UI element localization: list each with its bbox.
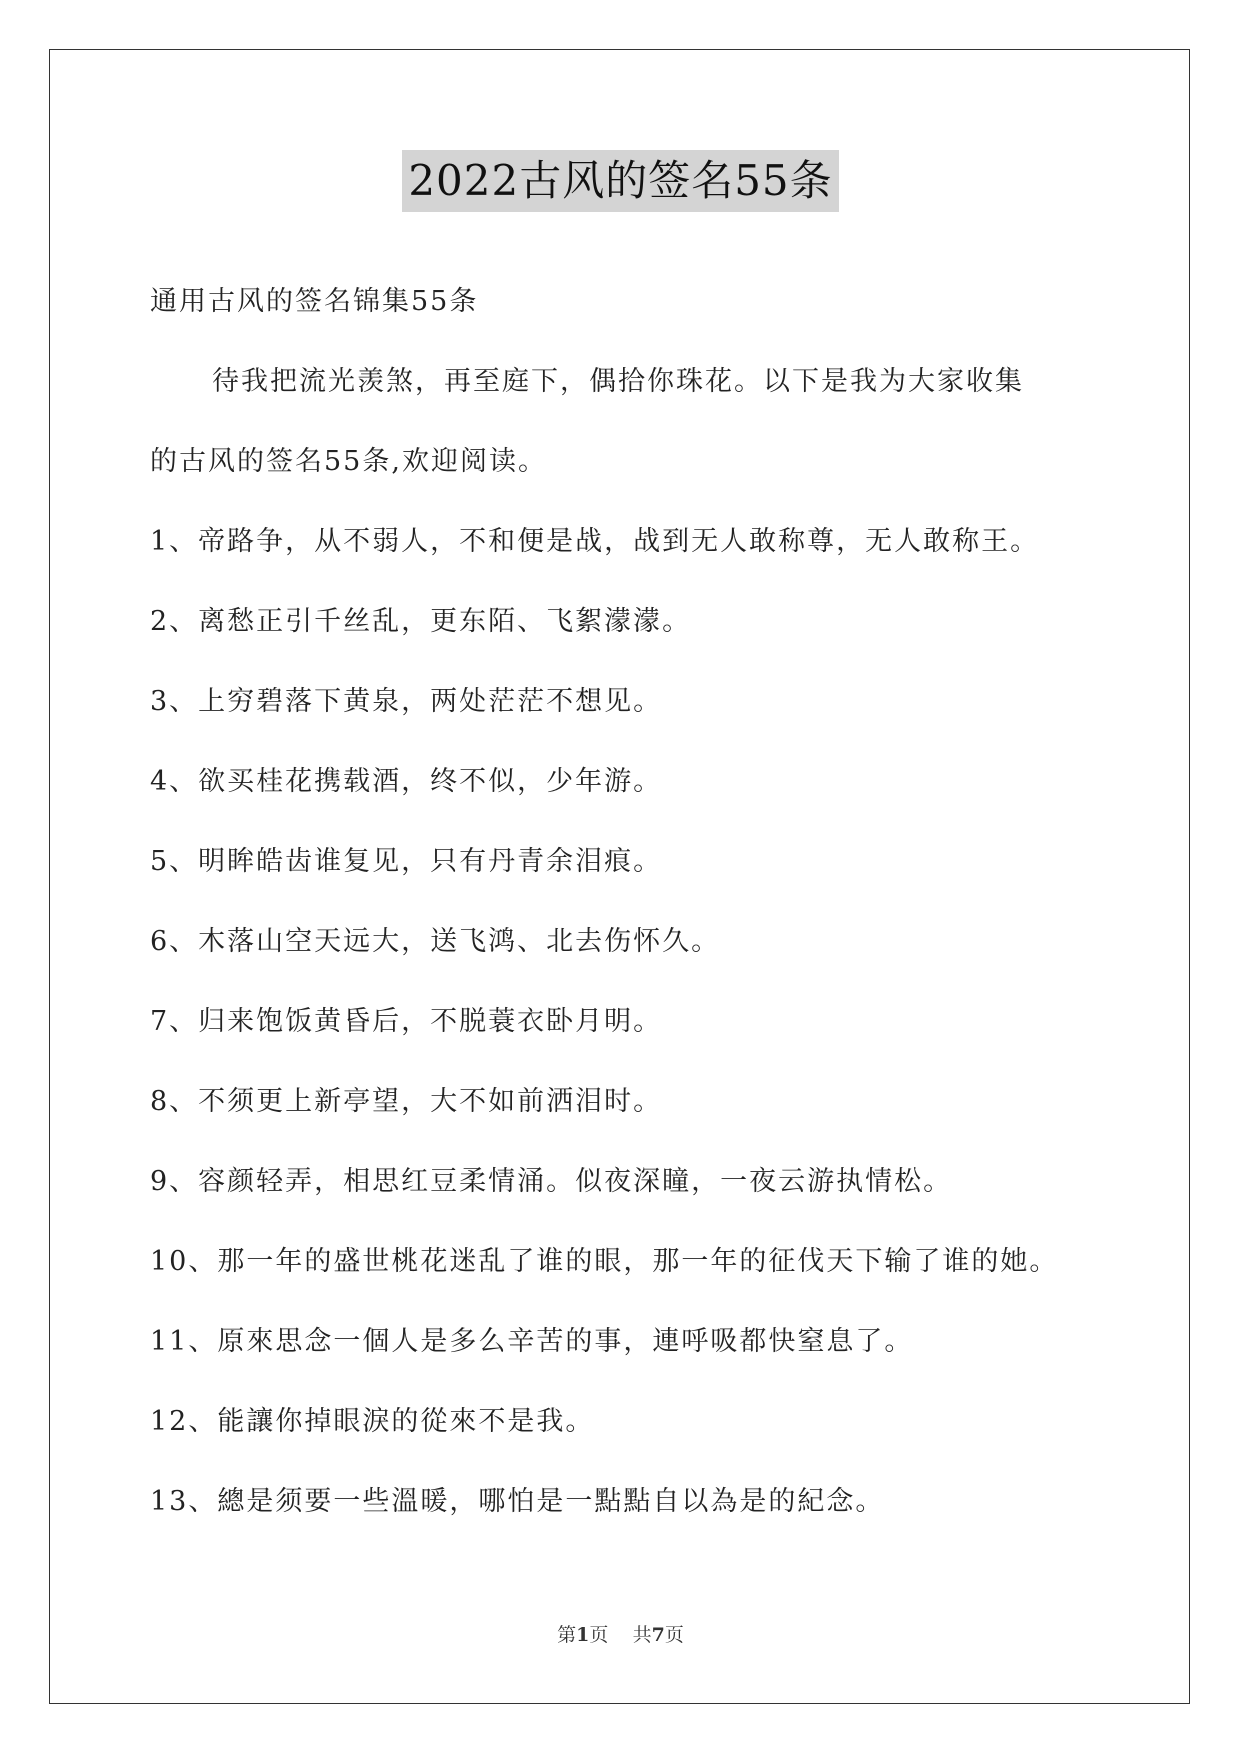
total-prefix: 共 xyxy=(632,1624,652,1646)
signature-list xyxy=(150,502,1110,1542)
list-item: 12、能讓你掉眼淚的從來不是我。 xyxy=(150,1406,595,1437)
document-body xyxy=(150,262,1110,1542)
intro-line-1: 待我把流光羡煞，再至庭下，偶拾你珠花。以下是我为大家收集 xyxy=(212,366,1024,397)
list-item: 2、离愁正引千丝乱，更东陌、飞絮濛濛。 xyxy=(150,606,692,637)
list-item: 3、上穷碧落下黄泉，两处茫茫不想见。 xyxy=(150,686,663,717)
page-total: 7 xyxy=(651,1624,665,1646)
list-item: 7、归来饱饭黄昏后，不脱蓑衣卧月明。 xyxy=(150,1006,663,1037)
total-suffix: 页 xyxy=(664,1624,684,1646)
list-item: 1、帝路争，从不弱人，不和便是战，战到无人敢称尊，无人敢称王。 xyxy=(150,526,1040,557)
list-item: 4、欲买桂花携载酒，终不似，少年游。 xyxy=(150,766,663,797)
page-footer xyxy=(0,1620,1241,1647)
list-item: 9、容颜轻弄，相思红豆柔情涌。似夜深瞳，一夜云游执情松。 xyxy=(150,1166,953,1197)
list-item: 6、木落山空天远大，送飞鸿、北去伤怀久。 xyxy=(150,926,721,957)
document-subtitle: 通用古风的签名锦集55条 xyxy=(150,286,479,317)
page-suffix: 页 xyxy=(589,1624,609,1646)
list-item: 13、總是须要一些溫暖，哪怕是一點點自以為是的紀念。 xyxy=(150,1486,885,1517)
list-item: 8、不须更上新亭望，大不如前洒泪时。 xyxy=(150,1086,663,1117)
list-item: 5、明眸皓齿谁复见，只有丹青余泪痕。 xyxy=(150,846,663,877)
page-current: 1 xyxy=(576,1624,590,1646)
list-item: 10、那一年的盛世桃花迷乱了谁的眼，那一年的征伐天下输了谁的她。 xyxy=(150,1246,1059,1277)
page-prefix: 第 xyxy=(557,1624,577,1646)
document-title: 2022古风的签名55条 xyxy=(402,150,838,212)
intro-line-2: 的古风的签名55条,欢迎阅读。 xyxy=(150,446,547,477)
title-block xyxy=(0,150,1241,212)
list-item: 11、原來思念一個人是多么辛苦的事，連呼吸都快窒息了。 xyxy=(150,1326,914,1357)
